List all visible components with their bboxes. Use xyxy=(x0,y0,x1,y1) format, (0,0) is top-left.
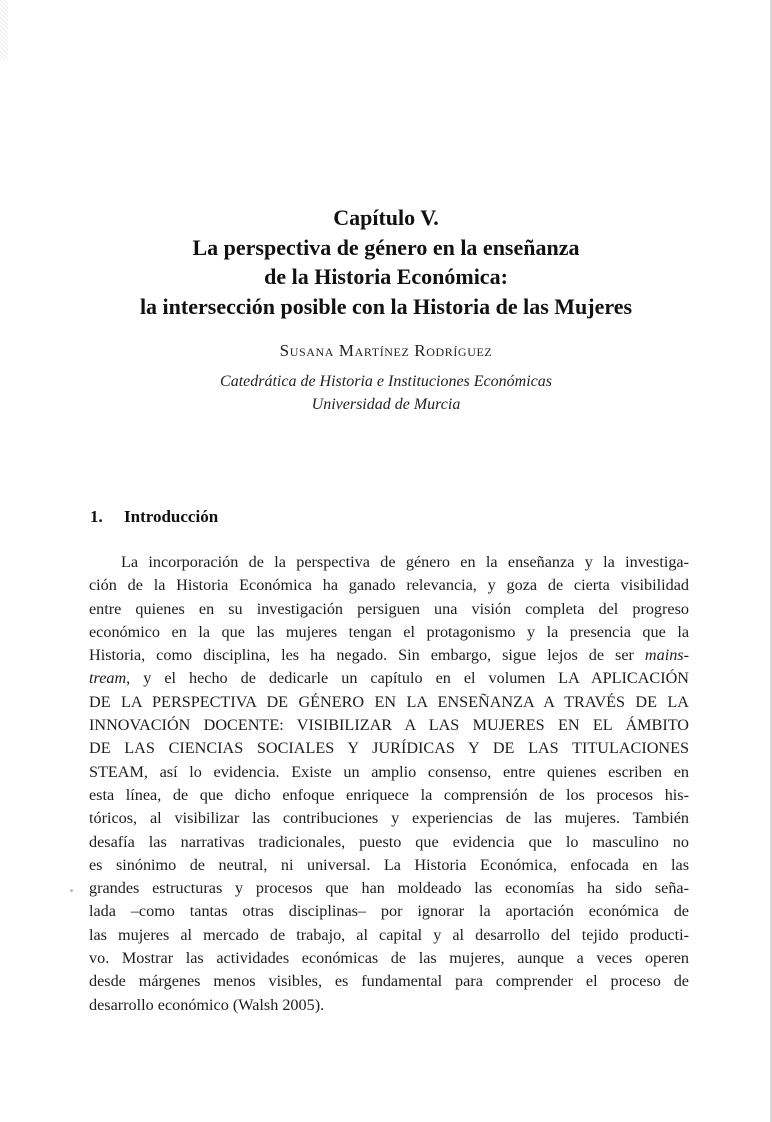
paragraph-line: las mujeres al mercado de trabajo, al capital y al desarrollo del tejido producti- xyxy=(89,925,689,944)
paragraph-line: DE LA PERSPECTIVA DE GÉNERO EN LA ENSEÑANZA A TRAVÉS DE LA xyxy=(89,692,689,711)
paragraph-line: La incorporación de la perspectiva de género en la enseñanza y la investiga- xyxy=(121,553,689,571)
chapter-title-line: la intersección posible con la Historia de las Mujeres xyxy=(139,293,633,319)
chapter-title-line: La perspectiva de género en la enseñanza xyxy=(192,234,580,260)
author-name: Susana Martínez Rodríguez xyxy=(279,341,493,360)
paragraph-line: esta línea, de que dicho enfoque enriquece la comprensión de los procesos his- xyxy=(89,785,689,804)
paragraph-line: económico en la que las mujeres tengan el protagonismo y la presencia que la xyxy=(89,622,689,641)
paragraph-line: desarrollo económico (Walsh 2005). xyxy=(89,995,325,1014)
scan-edge-artifact xyxy=(0,0,8,60)
paragraph-line: tream, y el hecho de dedicarle un capítulo en el volumen LA APLICACIÓN xyxy=(89,669,689,688)
paragraph-line: vo. Mostrar las actividades económicas de las mujeres, aunque a veces operen xyxy=(89,949,689,968)
paragraph-line: tóricos, al visibilizar las contribuciones y experiencias de las mujeres. También xyxy=(89,809,689,828)
paragraph-line: entre quienes en su investigación persiguen una visión completa del progreso xyxy=(89,599,689,618)
paragraph-line: es sinónimo de neutral, ni universal. La Historia Económica, enfocada en las xyxy=(89,855,689,874)
paragraph-line: DE LAS CIENCIAS SOCIALES Y JURÍDICAS Y DE LAS TITULACIONES xyxy=(89,739,689,758)
paragraph-line: desde márgenes menos visibles, es fundamental para comprender el proceso de xyxy=(89,972,689,991)
affiliation-institution: Universidad de Murcia xyxy=(311,396,461,413)
author-affiliation xyxy=(60,370,712,416)
section-title: Introducción xyxy=(124,507,219,526)
paragraph-line: ción de la Historia Económica ha ganado relevancia, y goza de cierta visibilidad xyxy=(89,576,689,595)
italic-term: tream xyxy=(89,669,127,688)
paragraph-line: desafía las narrativas tradicionales, puesto que evidencia que lo masculino no xyxy=(89,832,689,851)
paragraph-line: Historia, como disciplina, les ha negado. Sin embargo, sigue lejos de ser mains- xyxy=(89,646,689,665)
body-paragraph xyxy=(89,551,689,1017)
paragraph-line: INNOVACIÓN DOCENTE: VISIBILIZAR A LAS MUJERES EN EL ÁMBITO xyxy=(89,716,689,735)
margin-speck xyxy=(70,889,73,892)
section-number: 1. xyxy=(90,507,103,526)
paragraph-line: grandes estructuras y procesos que han moldeado las economías ha sido seña- xyxy=(89,879,689,898)
paragraph-line: STEAM, así lo evidencia. Existe un amplio consenso, entre quienes escriben en xyxy=(89,762,689,781)
italic-term: mains- xyxy=(644,646,689,665)
chapter-title-line: de la Historia Económica: xyxy=(264,264,508,289)
section-heading xyxy=(90,507,218,527)
paragraph-line: lada –como tantas otras disciplinas– por ignorar la aportación económica de xyxy=(89,902,689,921)
chapter-title xyxy=(60,203,712,321)
affiliation-position: Catedrática de Historia e Instituciones Económicas xyxy=(220,373,552,390)
chapter-number-line: Capítulo V. xyxy=(333,205,439,230)
